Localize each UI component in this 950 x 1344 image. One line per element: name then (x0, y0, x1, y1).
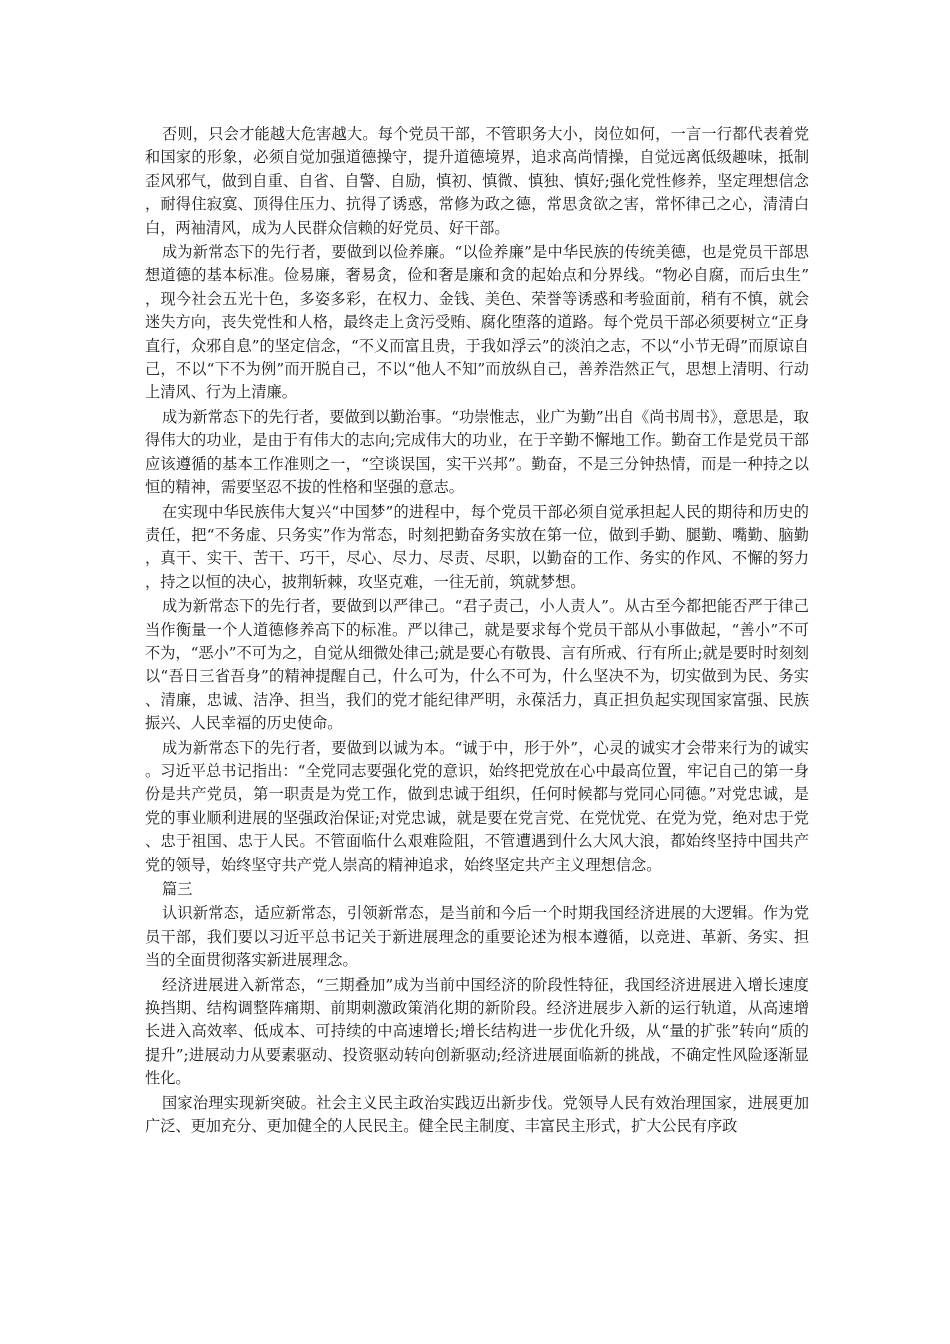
document-body (145, 123, 809, 1139)
paragraph-7: 认识新常态，适应新常态，引领新常态，是当前和今后一个时期我国经济进展的大逻辑。作为党员干部，我们要以习近平总书记关于新进展理念的重要论述为根本遵循，以竞进、革新、务实、担当的全面贯彻落实新进展理念。 (145, 904, 809, 970)
paragraph-9: 国家治理实现新突破。社会主义民主政治实践迈出新步伐。党领导人民有效治理国家，进展更加广泛、更加充分、更加健全的人民民主。健全民主制度、丰富民主形式，扩大公民有序政 (145, 1093, 809, 1136)
paragraph-2: 成为新常态下的先行者，要做到以俭养廉。“以俭养廉”是中华民族的传统美德，也是党员干部思想道德的基本标准。俭易廉，奢易贪，俭和奢是廉和贪的起始点和分界线。“物必自腐，而后虫生”，现今社会五光十色，多姿多彩，在权力、金钱、美色、荣誉等诱惑和考验面前，稍有不慎，就会迷失方向，丧失党性和人格，最终走上贪污受贿、腐化堕落的道路。每个党员干部必须要树立“正身直行，众邪自息”的坚定信念，“不义而富且贵，于我如浮云”的淡泊之志，不以“小节无碍”而原谅自己，不以“下不为例”而开脱自己，不以“他人不知”而放纵自己，善养浩然正气，思想上清明、行动上清风、行为上清廉。 (145, 243, 809, 402)
paragraph-8: 经济进展进入新常态，“三期叠加”成为当前中国经济的阶段性特征，我国经济进展进入增长速度换挡期、结构调整阵痛期、前期刺激政策消化期的新阶段。经济进展步入新的运行轨道，从高速增长进入高效率、低成本、可持续的中高速增长;增长结构进一步优化升级，从“量的扩张”转向“质的提升”;进展动力从要素驱动、投资驱动转向创新驱动;经济进展面临新的挑战，不确定性风险逐渐显性化。 (145, 975, 809, 1088)
paragraph-3: 成为新常态下的先行者，要做到以勤治事。“功崇惟志，业广为勤”出自《尚书周书》，意思是，取得伟大的功业，是由于有伟大的志向;完成伟大的功业，在于辛勤不懈地工作。勤奋工作是党员干部应该遵循的基本工作准则之一，“空谈误国，实干兴邦”。勤奋，不是三分钟热情，而是一种持之以恒的精神，需要坚忍不拔的性格和坚强的意志。 (145, 407, 809, 497)
paragraph-5: 成为新常态下的先行者，要做到以严律己。“君子责己，小人责人”。从古至今都把能否严于律己当作衡量一个人道德修养高下的标准。严以律己，就是要求每个党员干部从小事做起，“善小”不可不为，“恶小”不可为之，自觉从细微处律己;就是要心有敬畏、言有所戒、行有所止;就是要时时刻刻以“吾日三省吾身”的精神提醒自己，什么可为，什么不可为，什么坚决不为，切实做到为民、务实、清廉，忠诚、洁净、担当，我们的党才能纪律严明，永葆活力，真正担负起实现国家富强、民族振兴、人民幸福的历史使命。 (145, 597, 809, 733)
paragraph-6: 成为新常态下的先行者，要做到以诚为本。“诚于中，形于外”，心灵的诚实才会带来行为的诚实。习近平总书记指出：“全党同志要强化党的意识，始终把党放在心中最高位置，牢记自己的第一身份是共产党员，第一职责是为党工作，做到忠诚于组织，任何时候都与党同心同德。”对党忠诚，是党的事业顺利进展的坚强政治保证;对党忠诚，就是要在党言党、在党忧党、在党为党，绝对忠于党、忠于祖国、忠于人民。不管面临什么艰难险阻，不管遭遇到什么大风大浪，都始终坚持中国共产党的领导，始终坚守共产党人崇高的精神追求，始终坚定共产主义理想信念。 (145, 738, 809, 874)
paragraph-4: 在实现中华民族伟大复兴“中国梦”的进程中，每个党员干部必须自觉承担起人民的期待和历史的责任，把“不务虚、只务实”作为常态，时刻把勤奋务实放在第一位，做到手勤、腿勤、嘴勤、脑勤，真干、实干、苦干、巧干，尽心、尽力、尽责、尽职，以勤奋的工作、务实的作风、不懈的努力，持之以恒的决心，披荆斩棘，攻坚克难，一往无前，筑就梦想。 (145, 502, 809, 591)
section-heading: 篇三 (162, 880, 193, 898)
paragraph-1: 否则，只会才能越大危害越大。每个党员干部，不管职务大小，岗位如何，一言一行都代表着党和国家的形象，必须自觉加强道德操守，提升道德境界，追求高尚情操，自觉远离低级趣味，抵制歪风邪气，做到自重、自省、自警、自励，慎初、慎微、慎独、慎好;强化党性修养，坚定理想信念，耐得住寂寞、顶得住压力、抗得了诱惑，常修为政之德，常思贪欲之害，常怀律己之心，清清白白，两袖清风，成为人民群众信赖的好党员、好干部。 (145, 125, 809, 237)
